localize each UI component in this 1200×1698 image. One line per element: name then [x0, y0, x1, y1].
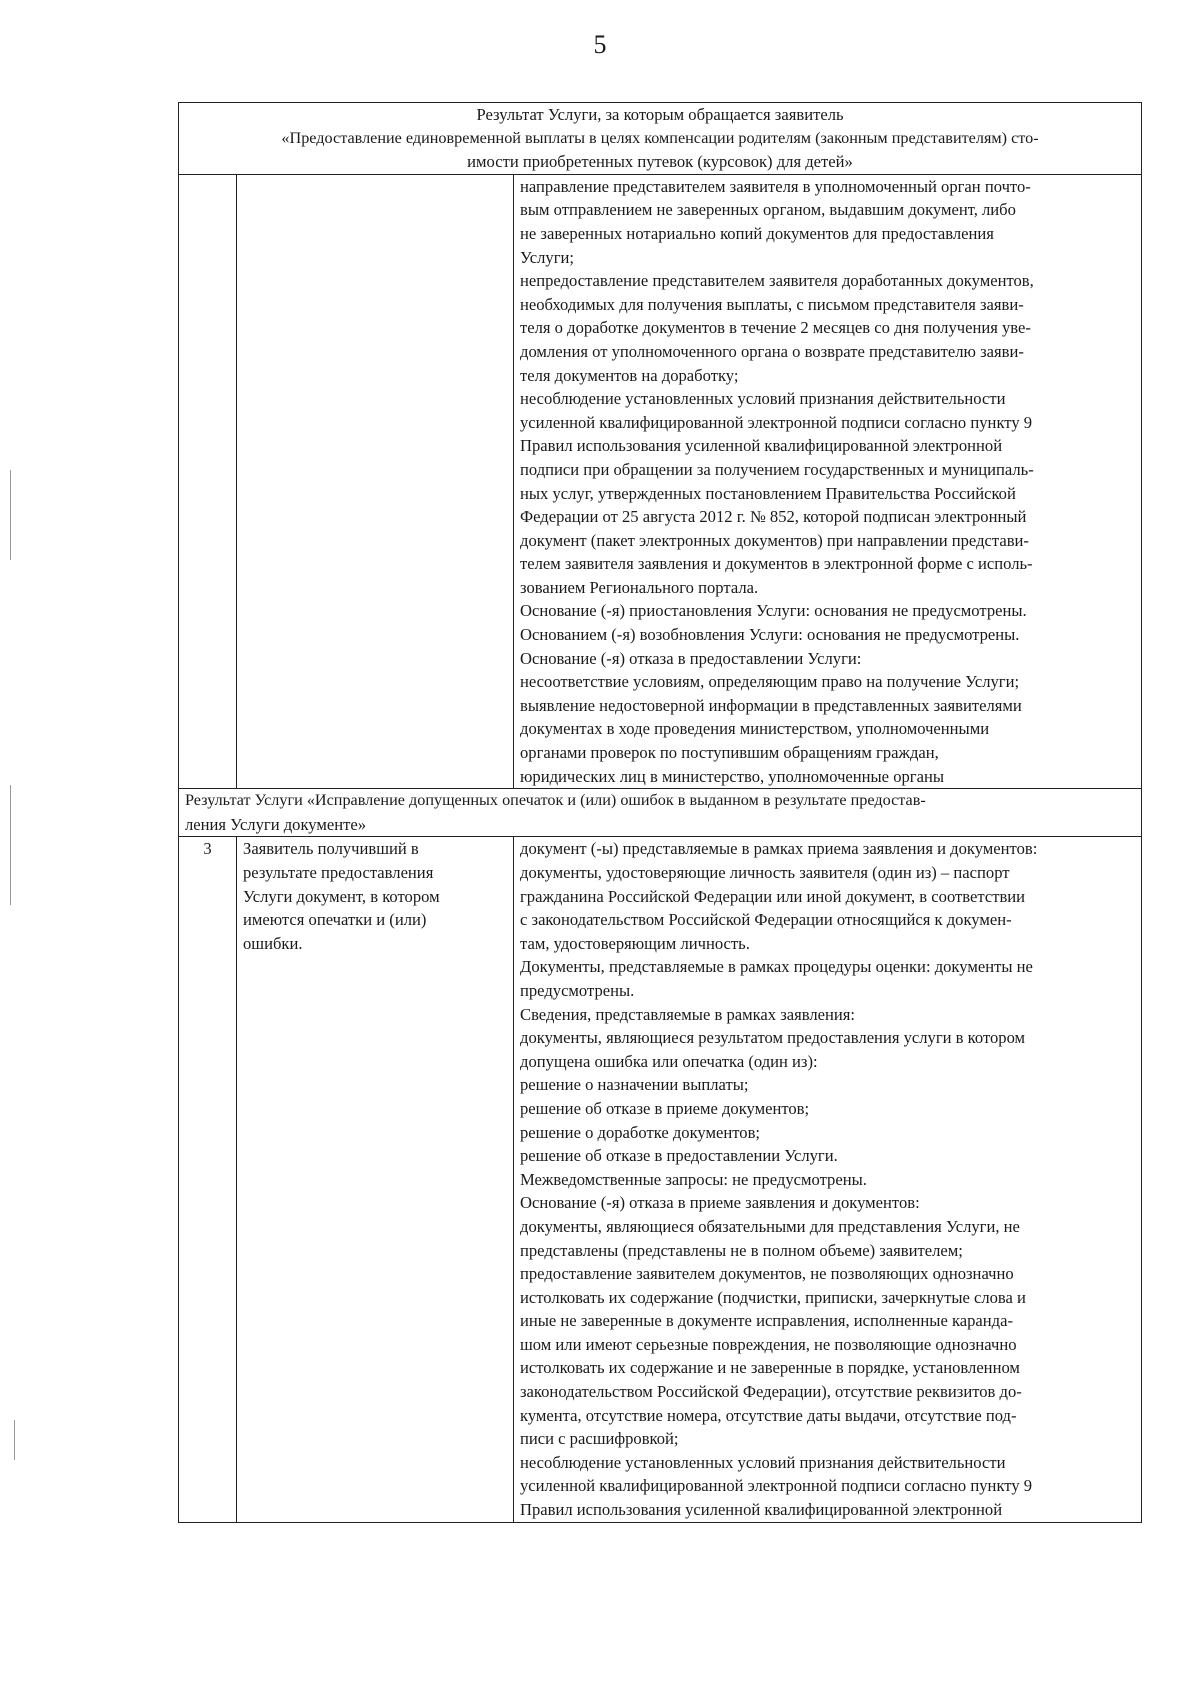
text-line: несоблюдение установленных условий признания действительности: [520, 1452, 1006, 1472]
page-number: 5: [593, 30, 607, 59]
applicant-cell: [237, 174, 514, 788]
scan-artifact: [14, 1420, 15, 1460]
text-line: истолковать их содержание (подчистки, приписки, зачеркнутые слова и: [520, 1287, 1026, 1307]
table-header-line: Результат Услуги, за которым обращается заявитель: [476, 105, 844, 124]
text-line: представлены (представлены не в полном объеме) заявителем;: [520, 1240, 963, 1260]
text-line: Основание (-я) приостановления Услуги: основания не предусмотрены.: [520, 601, 1027, 621]
text-line: Услуги документ, в котором: [243, 886, 440, 906]
text-line: Сведения, представляемые в рамках заявления:: [520, 1004, 856, 1024]
text-line: ошибки.: [243, 933, 303, 953]
text-line: теля документов на доработку;: [520, 365, 739, 385]
text-line: иные не заверенные в документе исправления, исполненные каранда-: [520, 1311, 1014, 1331]
text-line: теля о доработке документов в течение 2 месяцев со дня получения уве-: [520, 318, 1031, 338]
text-line: с законодательством Российской Федерации относящийся к докумен-: [520, 910, 1012, 930]
row-number-cell: 3: [179, 837, 237, 1522]
row-number-cell: [179, 174, 237, 788]
text-line: необходимых для получения выплаты, с письмом представителя заяви-: [520, 294, 1024, 314]
text-line: документ (пакет электронных документов) при направлении представи-: [520, 530, 1029, 550]
text-line: усиленной квалифицированной электронной подписи согласно пункту 9: [520, 1476, 1033, 1496]
text-line: Услуги;: [520, 247, 574, 267]
text-line: Основание (-я) отказа в приеме заявления и документов:: [520, 1193, 920, 1213]
section-title-line: ления Услуги документе»: [185, 814, 367, 834]
table-row: [179, 174, 1142, 788]
text-line: ных услуг, утвержденных постановлением Правительства Российской: [520, 483, 1016, 503]
text-line: результате предоставления: [243, 863, 434, 882]
text-line: Правил использования усиленной квалифицированной электронной: [520, 436, 1003, 456]
text-line: шом или имеют серьезные повреждения, не позволяющие однозначно: [520, 1334, 1017, 1354]
text-line: непредоставление представителем заявителя доработанных документов,: [520, 271, 1034, 291]
text-line: Правил использования усиленной квалифицированной электронной: [520, 1500, 1003, 1520]
text-line: юридических лиц в министерство, уполномоченные органы: [520, 766, 944, 786]
text-line: несоблюдение установленных условий признания действительности: [520, 389, 1006, 409]
text-line: Заявитель получивший в: [243, 839, 419, 859]
text-line: органами проверок по поступившим обращениям граждан,: [520, 743, 939, 763]
table-header-line: «Предоставление единовременной выплаты в целях компенсации родителям (законным представителям) сто-: [281, 128, 1039, 147]
text-line: Документы, представляемые в рамках процедуры оценки: документы не: [520, 957, 1033, 977]
service-table: [178, 102, 1142, 1523]
text-line: усиленной квалифицированной электронной подписи согласно пункту 9: [520, 412, 1033, 432]
text-line: домления от уполномоченного органа о возврате представителю заяви-: [520, 341, 1024, 361]
section-title-cell: [179, 789, 1142, 837]
table-header-row: [179, 103, 1142, 175]
text-line: документы, удостоверяющие личность заявителя (один из) – паспорт: [520, 863, 1010, 882]
text-line: не заверенных нотариально копий документов для предоставления: [520, 223, 994, 243]
text-line: выявление недостоверной информации в представленных заявителями: [520, 695, 1022, 715]
text-line: гражданина Российской Федерации или иной документ, в соответствии: [520, 886, 1026, 906]
section-row: [179, 789, 1142, 837]
text-line: телем заявителя заявления и документов в электронной форме с исполь-: [520, 554, 1033, 574]
table-header-line: имости приобретенных путевок (курсовок) для детей»: [467, 152, 853, 172]
text-line: подписи при обращении за получением государственных и муниципаль-: [520, 459, 1034, 479]
table-header-cell: [179, 103, 1142, 175]
text-line: направление представителем заявителя в уполномоченный орган почто-: [520, 176, 1031, 196]
text-line: писи с расшифровкой;: [520, 1429, 679, 1449]
text-line: решение о доработке документов;: [520, 1122, 761, 1142]
applicant-cell: [237, 837, 514, 1522]
text-line: документы, являющиеся результатом предоставления услуги в котором: [520, 1028, 1026, 1048]
text-line: кумента, отсутствие номера, отсутствие даты выдачи, отсутствие под-: [520, 1405, 1017, 1425]
content-cell: [514, 837, 1142, 1522]
text-line: истолковать их содержание и не заверенные в порядке, установленном: [520, 1358, 1020, 1378]
content-cell: [514, 174, 1142, 788]
text-line: документ (-ы) представляемые в рамках приема заявления и документов:: [520, 839, 1038, 859]
text-line: Основанием (-я) возобновления Услуги: основания не предусмотрены.: [520, 625, 1020, 645]
content-lines: [520, 175, 1135, 788]
text-line: решение об отказе в приеме документов;: [520, 1098, 810, 1118]
text-line: Федерации от 25 августа 2012 г. № 852, которой подписан электронный: [520, 507, 1027, 527]
text-line: решение об отказе в предоставлении Услуги.: [520, 1146, 838, 1166]
scan-artifact: [10, 470, 11, 560]
text-line: решение о назначении выплаты;: [520, 1075, 749, 1095]
scan-artifact: [10, 785, 11, 905]
content-lines: [520, 837, 1135, 1521]
text-line: допущена ошибка или опечатка (один из):: [520, 1051, 818, 1071]
applicant-lines: [243, 837, 507, 955]
text-line: предусмотрены.: [520, 980, 635, 1000]
text-line: законодательством Российской Федерации), отсутствие реквизитов до-: [520, 1382, 1022, 1402]
text-line: предоставление заявителем документов, не позволяющих однозначно: [520, 1264, 1014, 1284]
text-line: там, удостоверяющим личность.: [520, 933, 750, 953]
section-title-line: Результат Услуги «Исправление допущенных опечаток и (или) ошибок в выданном в результате предостав-: [185, 791, 926, 810]
text-line: зованием Регионального портала.: [520, 577, 759, 597]
text-line: несоответствие условиям, определяющим право на получение Услуги;: [520, 672, 1020, 692]
text-line: Основание (-я) отказа в предоставлении Услуги:: [520, 648, 862, 668]
text-line: вым отправлением не заверенных органом, выдавшим документ, либо: [520, 200, 1016, 220]
table-row: [179, 837, 1142, 1522]
text-line: имеются опечатки и (или): [243, 910, 427, 930]
text-line: документах в ходе проведения министерством, уполномоченными: [520, 719, 990, 739]
text-line: документы, являющиеся обязательными для представления Услуги, не: [520, 1216, 1020, 1236]
text-line: Межведомственные запросы: не предусмотрены.: [520, 1169, 867, 1189]
